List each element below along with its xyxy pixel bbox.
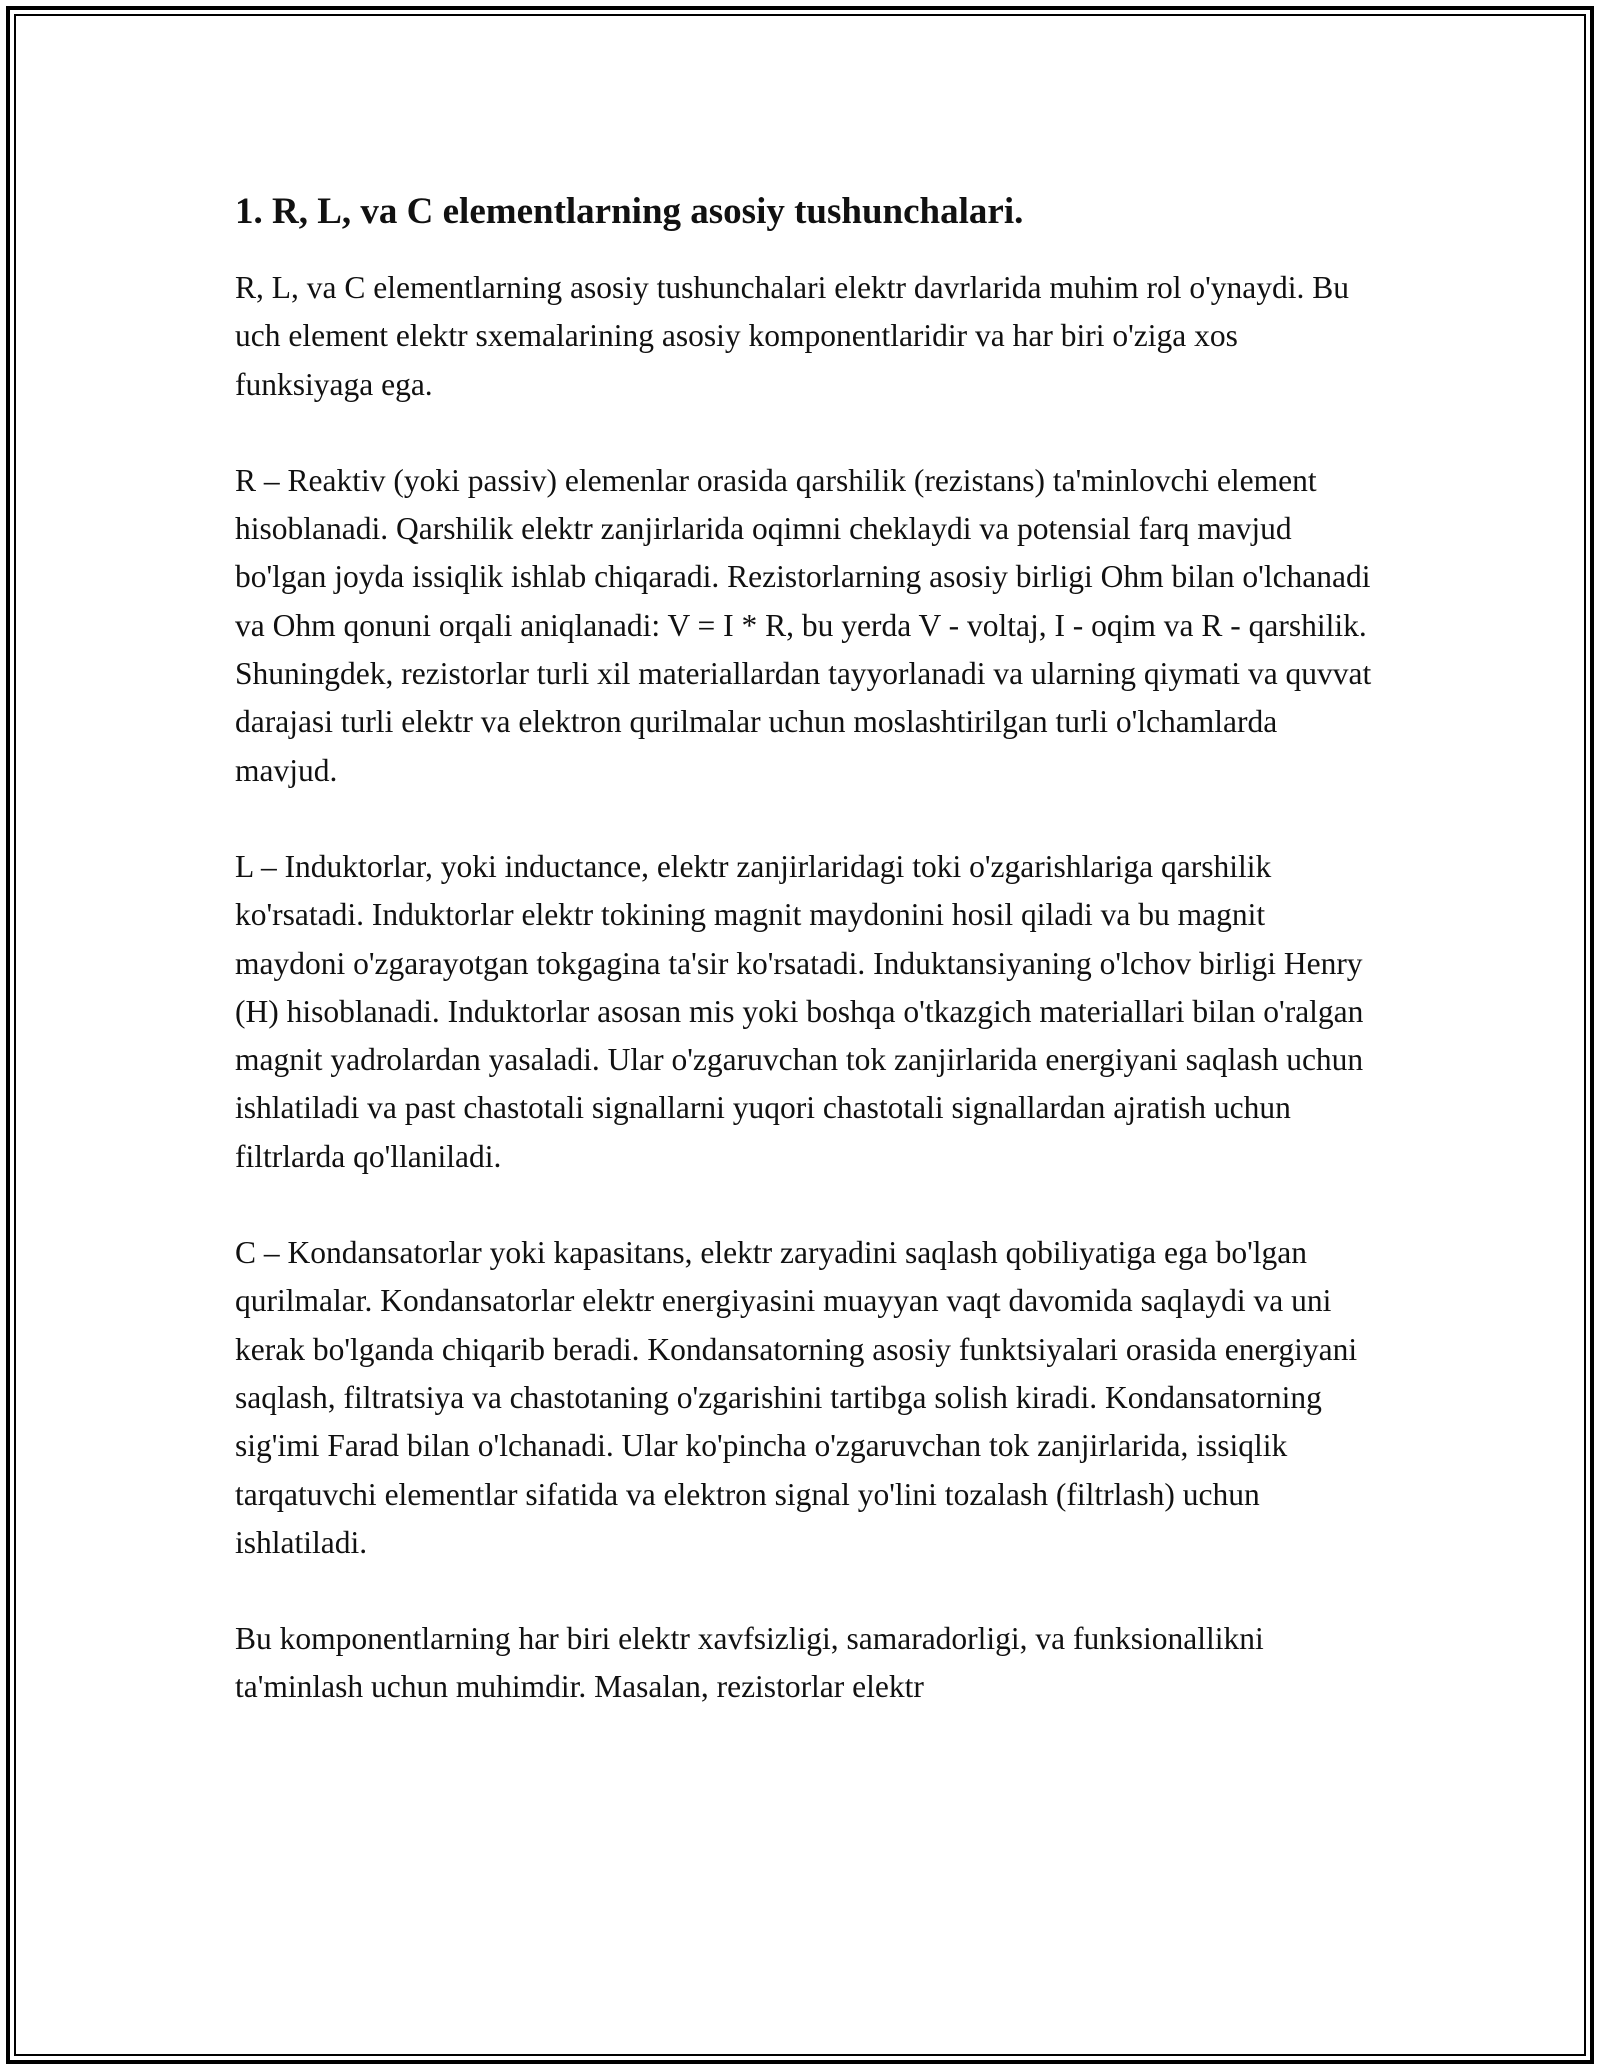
paragraph-conclusion: Bu komponentlarning har biri elektr xavfsizligi, samaradorligi, va funksionallikni ta'minlash uchun muhimdir. Masalan, rezistorlar elektr xyxy=(235,1621,1264,1705)
paragraph-intro: R, L, va C elementlarning asosiy tushunchalari elektr davrlarida muhim rol o'ynaydi. Bu uch element elektr sxemalarining asosiy komponentlaridir va har biri o'ziga xos funksiyaga ega. xyxy=(235,270,1350,402)
paragraph-capacitor: C – Kondansatorlar yoki kapasitans, elektr zaryadini saqlash qobiliyatiga ega bo'lgan qurilmalar. Kondansatorlar elektr energiyasini muayyan vaqt davomida saqlaydi va uni kerak bo'lganda chiqarib beradi. Kondansatorning asosiy funktsiyalari orasida energiyani saqlash, filtratsiya va chastotaning o'zgarishini tartibga solish kiradi. Kondansatorning sig'imi Farad bilan o'lchanadi. Ular ko'pincha o'zgaruvchan tok zanjirlarida, issiqlik tarqatuvchi elementlar sifatida va elektron signal yo'lini tozalash (filtrlash) uchun ishlatiladi. xyxy=(235,1235,1358,1560)
document-body xyxy=(235,188,1375,1760)
paragraph-resistor: R – Reaktiv (yoki passiv) elemenlar orasida qarshilik (rezistans) ta'minlovchi element hisoblanadi. Qarshilik elektr zanjirlarida oqimni cheklaydi va potensial farq mavjud bo'lgan joyda issiqlik ishlab chiqaradi. Rezistorlarning asosiy birligi Ohm bilan o'lchanadi va Ohm qonuni orqali aniqlanadi: V = I * R, bu yerda V - voltaj, I - oqim va R - qarshilik. Shuningdek, rezistorlar turli xil materiallardan tayyorlanadi va ularning qiymati va quvvat darajasi turli elektr va elektron qurilmalar uchun moslashtirilgan turli o'lchamlarda mavjud. xyxy=(235,462,1372,788)
section-heading: 1. R, L, va C elementlarning asosiy tushunchalari. xyxy=(235,191,1024,232)
paragraph-inductor: L – Induktorlar, yoki inductance, elektr zanjirlaridagi toki o'zgarishlariga qarshilik ko'rsatadi. Induktorlar elektr tokining magnit maydonini hosil qiladi va bu magnit maydoni o'zgarayotgan tokgagina ta'sir ko'rsatadi. Induktansiyaning o'lchov birligi Henry (H) hisoblanadi. Induktorlar asosan mis yoki boshqa o'tkazgich materiallari bilan o'ralgan magnit yadrolardan yasaladi. Ular o'zgaruvchan tok zanjirlarida energiyani saqlash uchun ishlatiladi va past chastotali signallarni yuqori chastotali signallardan ajratish uchun filtrlarda qo'llaniladi. xyxy=(235,848,1364,1174)
